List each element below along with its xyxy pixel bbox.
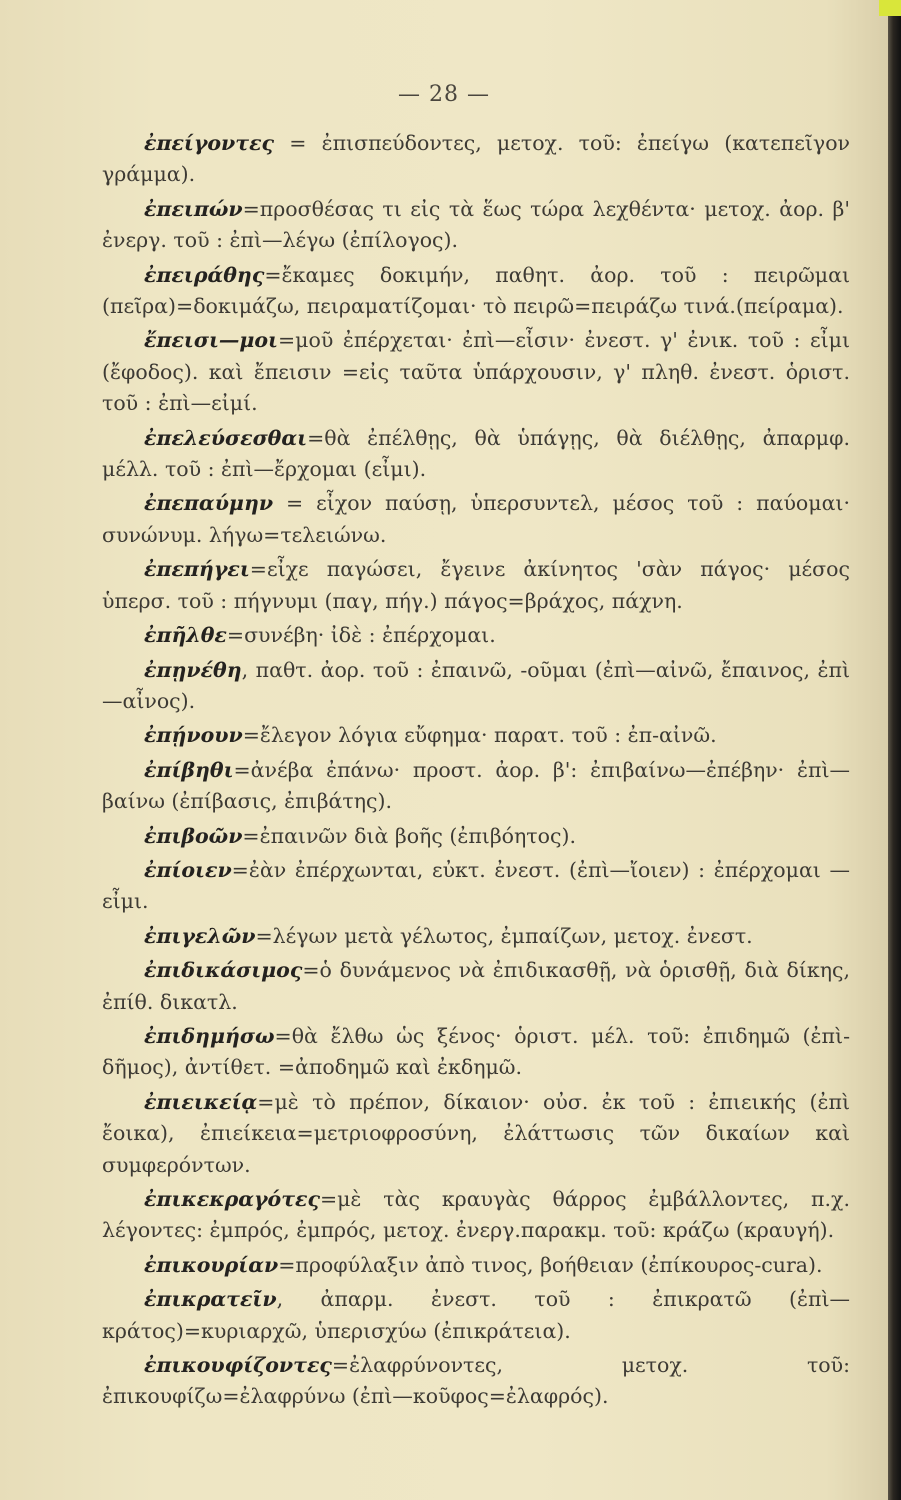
definition: =ἐλαφρύνοντες, μετοχ. τοῦ: ἐπικουφίζω=ἐλαφρύνω (ἐπὶ—κοῦφος=ἐλαφρός).	[102, 1353, 850, 1409]
definition: =ἐὰν ἐπέρχωνται, εὐκτ. ἐνεστ. (ἐπὶ—ἴοιεν) : ἐπέρχομαι —εἶμι.	[102, 857, 850, 914]
headword: ἐπίοιεν	[144, 857, 232, 882]
headword: ἐπιδημήσω	[144, 1023, 275, 1048]
glossary-entry	[102, 720, 850, 751]
glossary-entry	[102, 755, 850, 818]
glossary-entry	[102, 325, 850, 419]
definition: , παθτ. ἀορ. τοῦ : ἐπαινῶ, -οῦμαι (ἐπὶ—αἰνῶ, ἔπαινος, ἐπὶ—αἶνος).	[102, 657, 850, 713]
glossary-entry	[102, 488, 850, 551]
headword: ἐπῃνέθη	[144, 657, 242, 682]
definition: =προφύλαξιν ἀπὸ τινος, βοήθειαν (ἐπίκουρος-cura).	[278, 1252, 823, 1277]
headword: ἐπικουφίζοντες	[144, 1353, 332, 1378]
headword: ἐπείγοντες	[144, 131, 275, 155]
glossary-entry	[102, 1021, 850, 1084]
definition: = εἶχον παύσῃ, ὑπερσυντελ, μέσος τοῦ : παύομαι· συνώνυμ. λήγω=τελειώνω.	[102, 491, 850, 547]
page-number: — 28 —	[398, 82, 490, 107]
glossary-entry	[102, 554, 850, 617]
glossary-entry	[102, 423, 850, 486]
glossary-entry	[102, 260, 850, 323]
glossary-entry	[102, 1184, 850, 1247]
definition: =προσθέσας τι εἰς τὰ ἕως τώρα λεχθέντα· μετοχ. ἀορ. β' ἐνεργ. τοῦ : ἐπὶ—λέγω (ἐπίλογος).	[102, 196, 850, 253]
headword: ἐπῄνουν	[144, 723, 243, 748]
glossary-entry	[102, 1250, 850, 1281]
headword: ἐπικρατεῖν	[144, 1287, 277, 1312]
definition: =μὲ τὸ πρέπον, δίκαιον· οὐσ. ἐκ τοῦ : ἐπιεικής (ἐπὶ ἔοικα), ἐπιείκεια=μετριοφροσύνη, ἐλάττωσις τῶν δικαίων καὶ συμφερόντων.	[102, 1089, 850, 1177]
glossary-entry	[102, 921, 850, 952]
definition: =ἐπαινῶν διὰ βοῆς (ἐπιβόητος).	[242, 823, 576, 848]
definition: =ὁ δυνάμενος νὰ ἐπιδικασθῇ, νὰ ὁρισθῇ, διὰ δίκης, ἐπίθ. δικατλ.	[102, 958, 850, 1014]
definition: =μοῦ ἐπέρχεται· ἐπὶ—εἶσιν· ἐνεστ. γ' ἐνικ. τοῦ : εἶμι (ἔφοδος). καὶ ἔπεισιν =εἰς ταῦτα ὑπάρχουσιν, γ' πληθ. ἐνεστ. ὁριστ. τοῦ : ἐπὶ—εἰμί.	[102, 328, 850, 416]
headword: ἐπειράθης	[144, 262, 265, 287]
headword: ἐπικουρίαν	[144, 1252, 279, 1277]
glossary-entry	[102, 855, 850, 918]
definition: =συνέβη· ἰδὲ : ἐπέρχομαι.	[226, 623, 496, 648]
glossary-entry	[102, 1087, 850, 1181]
glossary-entry	[102, 821, 850, 852]
definition: =θὰ ἐπέλθῃς, θὰ ὑπάγῃς, θὰ διέλθῃς, ἀπαρμφ. μέλλ. τοῦ : ἐπὶ—ἔρχομαι (εἶμι).	[102, 425, 850, 482]
glossary-entry	[102, 955, 850, 1018]
headword: ἐπιδικάσιμος	[144, 958, 303, 983]
headword: ἔπεισι—μοι	[144, 328, 278, 353]
book-spine-edge	[888, 0, 901, 1500]
glossary-entry	[102, 655, 850, 718]
headword: ἐπίβηθι	[144, 757, 234, 782]
glossary-entry	[102, 194, 850, 257]
headword: ἐπικεκραγότες	[144, 1187, 320, 1211]
headword: ἐπιβοῶν	[144, 823, 243, 848]
bookmark-tab	[879, 0, 901, 16]
headword: ἐπῆλθε	[144, 623, 227, 648]
headword: ἐπιγελῶν	[144, 923, 256, 948]
definition: =λέγων μετὰ γέλωτος, ἐμπαίζων, μετοχ. ἐνεστ.	[255, 923, 753, 948]
definition: =εἶχε παγώσει, ἔγεινε ἀκίνητος 'σὰν πάγος· μέσος ὑπερσ. τοῦ : πήγνυμι (παγ, πήγ.) πάγος=βράχος, πάχνη.	[102, 557, 850, 613]
definition: =ἔκαμες δοκιμήν, παθητ. ἀορ. τοῦ : πειρῶμαι (πεῖρα)=δοκιμάζω, πειραματίζομαι· τὸ πειρῶ=πειράζω τινά.(πείραμα).	[102, 262, 850, 319]
glossary-entry	[102, 1350, 850, 1413]
definition: , ἀπαρμ. ἐνεστ. τοῦ : ἐπικρατῶ (ἐπὶ—κράτος)=κυριαρχῶ, ὑπερισχύω (ἐπικράτεια).	[102, 1287, 850, 1343]
definition: =ἀνέβα ἐπάνω· προστ. ἀορ. β': ἐπιβαίνω—ἐπέβην· ἐπὶ—βαίνω (ἐπίβασις, ἐπιβάτης).	[102, 757, 850, 814]
glossary-entry	[102, 128, 850, 191]
headword: ἐπειπών	[144, 196, 243, 221]
definition: = ἐπισπεύδοντες, μετοχ. τοῦ: ἐπείγω (κατεπεῖγον γράμμα).	[102, 131, 850, 187]
definition: =θὰ ἔλθω ὡς ξένος· ὁριστ. μέλ. τοῦ: ἐπιδημῶ (ἐπὶ-δῆμος), ἀντίθετ. =ἀποδημῶ καὶ ἐκδημῶ.	[102, 1023, 850, 1080]
headword: ἐπελεύσεσθαι	[144, 425, 308, 450]
definition: =μὲ τὰς κραυγὰς θάρρος ἐμβάλλοντες, π.χ. λέγοντες: ἐμπρός, ἐμπρός, μετοχ. ἐνεργ.παρακμ. τοῦ: κράζω (κραυγή).	[102, 1187, 850, 1243]
glossary-entry	[102, 620, 850, 651]
headword: ἐπεπαύμην	[144, 491, 274, 516]
definition: =ἔλεγον λόγια εὔφημα· παρατ. τοῦ : ἐπ-αἰνῶ.	[242, 723, 717, 748]
glossary-entries	[102, 128, 850, 1416]
glossary-entry	[102, 1284, 850, 1347]
headword: ἐπεπήγει	[144, 557, 250, 582]
headword: ἐπιεικείᾳ	[144, 1089, 258, 1114]
